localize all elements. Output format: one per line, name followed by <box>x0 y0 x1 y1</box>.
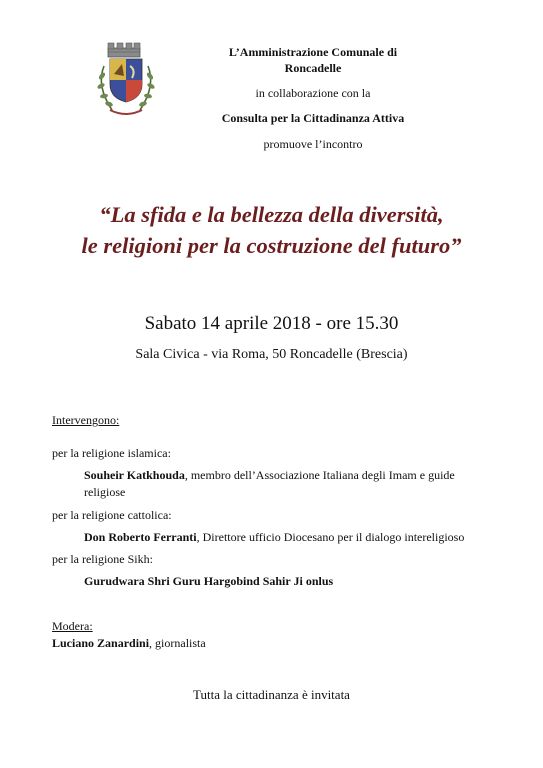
catholic-speaker <box>84 529 464 545</box>
event-title-line-1: “La sfida e la bellezza della diversità, <box>99 202 444 227</box>
catholic-label: per la religione cattolica: <box>52 508 172 522</box>
partner-name: Consulta per la Cittadinanza Attiva <box>221 111 405 125</box>
speaker-role: , membro dell’Associazione Italiana degli Imam e guide <box>184 468 455 482</box>
invitation-footer: Tutta la cittadinanza è invitata <box>193 687 350 702</box>
speaker-name: Souheir Katkhouda <box>84 468 185 482</box>
speaker-name: Don Roberto Ferranti <box>84 530 197 544</box>
promotes-text: promuove l’incontro <box>263 137 363 151</box>
moderator-name: Luciano Zanardini <box>52 636 150 650</box>
islam-speaker-role-cont: religiose <box>84 485 126 499</box>
islam-speaker <box>84 467 455 483</box>
moderator <box>52 635 206 651</box>
collaboration-text: in collaborazione con la <box>255 86 371 100</box>
event-venue: Sala Civica - via Roma, 50 Roncadelle (Brescia) <box>135 347 408 362</box>
speakers-heading: Intervengono: <box>52 413 120 427</box>
event-title-line-2: le religioni per la costruzione del futuro” <box>81 233 462 258</box>
event-datetime: Sabato 14 aprile 2018 - ore 15.30 <box>144 313 399 334</box>
organizer-line: L’Amministrazione Comunale di <box>228 45 398 59</box>
speaker-role: , Direttore ufficio Diocesano per il dialogo intereligioso <box>196 530 465 544</box>
sikh-label: per la religione Sikh: <box>52 552 153 566</box>
islam-label: per la religione islamica: <box>52 446 171 460</box>
moderator-role: , giornalista <box>149 636 206 650</box>
organizer-town: Roncadelle <box>284 61 342 75</box>
coat-of-arms-icon <box>92 40 160 122</box>
moderator-heading: Modera: <box>52 619 93 633</box>
sikh-speaker: Gurudwara Shri Guru Hargobind Sahir Ji onlus <box>84 574 334 588</box>
